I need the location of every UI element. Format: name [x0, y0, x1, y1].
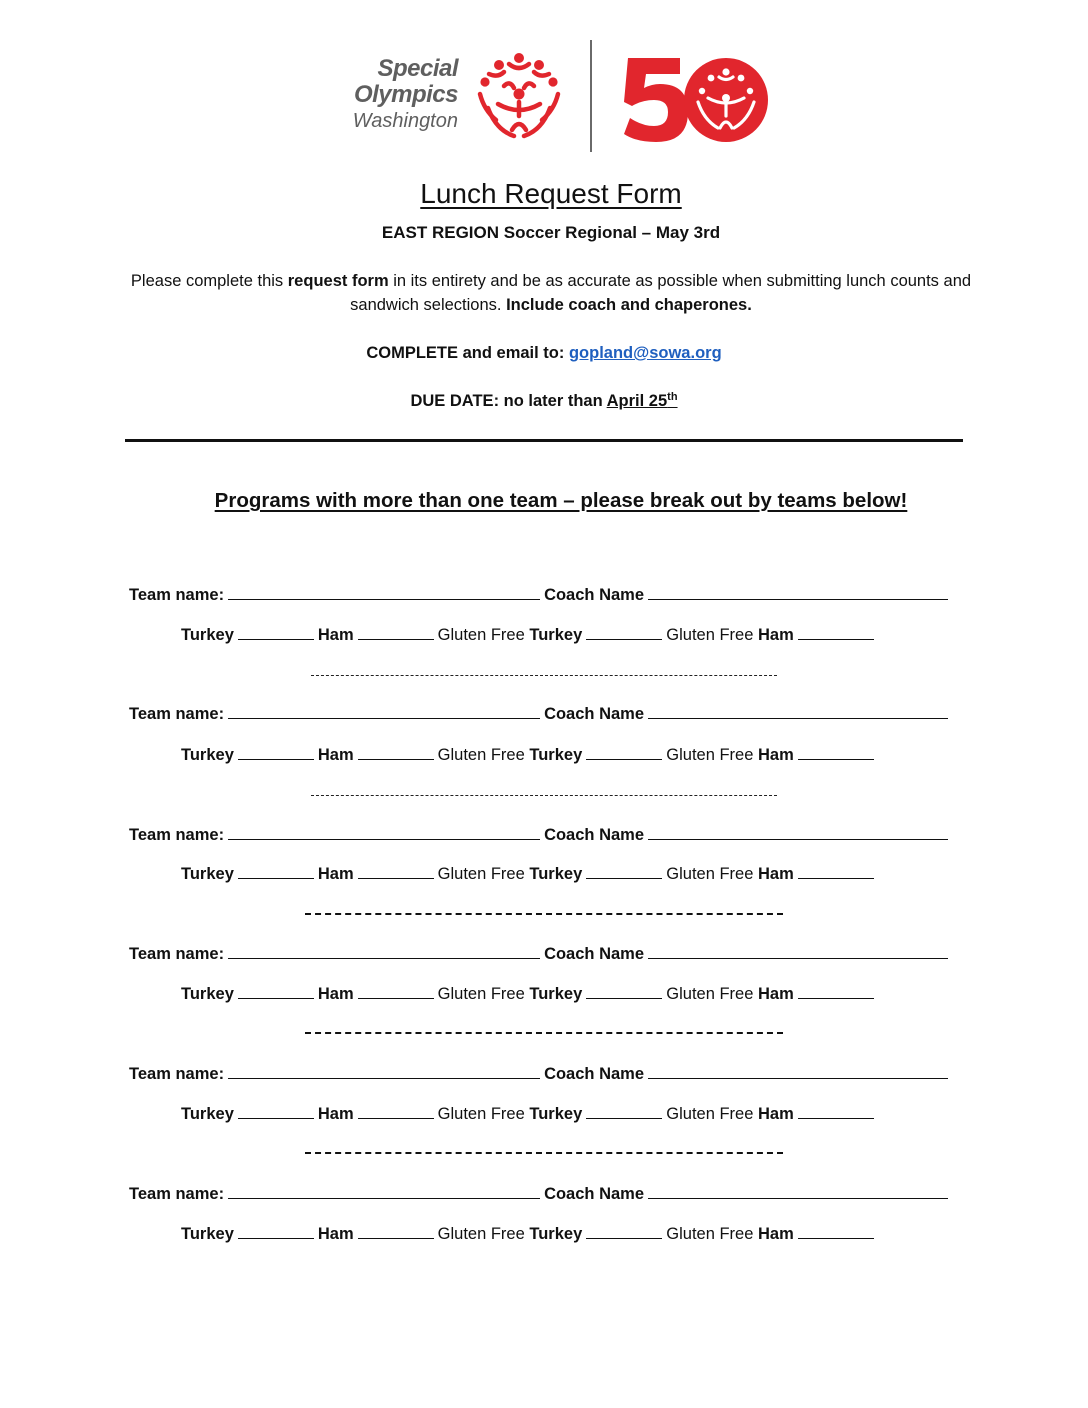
ham-count-field[interactable] — [358, 623, 434, 640]
gf-turkey-label: Turkey — [529, 1225, 583, 1243]
gluten-free-label: Gluten Free — [666, 746, 754, 764]
gf-turkey-count-field[interactable] — [586, 1222, 662, 1239]
gf-ham-count-field[interactable] — [798, 982, 874, 999]
gluten-free-label: Gluten Free — [437, 1225, 525, 1243]
sandwich-row — [181, 982, 941, 1006]
coach-name-label: Coach Name — [544, 705, 645, 723]
turkey-count-field[interactable] — [238, 1222, 314, 1239]
gf-turkey-count-field[interactable] — [586, 623, 662, 640]
ham-label: Ham — [317, 1105, 354, 1123]
sandwich-row — [181, 623, 941, 647]
ham-label: Ham — [317, 1225, 354, 1243]
turkey-count-field[interactable] — [238, 862, 314, 879]
team-row — [129, 583, 963, 607]
ham-label: Ham — [317, 865, 354, 883]
email-link[interactable]: gopland@sowa.org — [568, 344, 722, 362]
sandwich-row — [181, 743, 941, 767]
coach-name-field[interactable] — [648, 1182, 948, 1199]
turkey-count-field[interactable] — [238, 623, 314, 640]
gf-ham-label: Ham — [757, 985, 794, 1003]
form-title-text: Lunch Request Form — [420, 178, 682, 209]
ham-count-field[interactable] — [358, 1102, 434, 1119]
coach-name-field[interactable] — [648, 1062, 948, 1079]
gf-ham-count-field[interactable] — [798, 1222, 874, 1239]
gluten-free-label: Gluten Free — [666, 1105, 754, 1123]
intro-bold-include-coach: Include coach and chaperones. — [506, 296, 752, 314]
team-name-label: Team name: — [129, 1185, 225, 1203]
due-date-value — [607, 392, 678, 410]
gf-ham-label: Ham — [757, 1105, 794, 1123]
ham-count-field[interactable] — [358, 1222, 434, 1239]
ham-count-field[interactable] — [358, 743, 434, 760]
gf-turkey-label: Turkey — [529, 865, 583, 883]
sandwich-row — [181, 862, 941, 886]
coach-name-label: Coach Name — [544, 945, 645, 963]
due-date-suffix: th — [667, 391, 678, 403]
turkey-label: Turkey — [181, 985, 234, 1003]
team-name-field[interactable] — [228, 1182, 540, 1199]
team-name-label: Team name: — [129, 705, 225, 723]
turkey-count-field[interactable] — [238, 743, 314, 760]
gf-ham-count-field[interactable] — [798, 862, 874, 879]
gf-turkey-label: Turkey — [529, 746, 583, 764]
wordmark-line-washington: Washington — [352, 110, 458, 132]
gf-ham-label: Ham — [757, 746, 794, 764]
gluten-free-label: Gluten Free — [437, 865, 525, 883]
coach-name-label: Coach Name — [544, 1185, 645, 1203]
team-name-field[interactable] — [228, 1062, 540, 1079]
team-name-label: Team name: — [129, 945, 225, 963]
intro-text-2: in its entirety and be as accurate as possible when submitting lunch counts and sandwich selections. — [350, 272, 972, 314]
wordmark-line-special: Special — [377, 55, 458, 82]
coach-name-label: Coach Name — [544, 586, 645, 604]
programs-note — [0, 487, 1088, 515]
gluten-free-label: Gluten Free — [666, 626, 754, 644]
team-row — [129, 1182, 963, 1206]
gf-ham-label: Ham — [757, 865, 794, 883]
gf-turkey-label: Turkey — [529, 1105, 583, 1123]
ham-label: Ham — [317, 746, 354, 764]
team-name-label: Team name: — [129, 586, 225, 604]
ham-count-field[interactable] — [358, 982, 434, 999]
turkey-label: Turkey — [181, 1105, 234, 1123]
gluten-free-label: Gluten Free — [666, 985, 754, 1003]
gluten-free-label: Gluten Free — [666, 865, 754, 883]
team-row — [129, 823, 963, 847]
coach-name-field[interactable] — [648, 823, 948, 840]
sandwich-row — [181, 1102, 941, 1126]
ham-label: Ham — [317, 626, 354, 644]
intro-bold-request-form: request form — [287, 272, 389, 290]
ham-label: Ham — [317, 985, 354, 1003]
event-subtitle: EAST REGION Soccer Regional – May 3rd — [381, 223, 721, 242]
gluten-free-label: Gluten Free — [437, 985, 525, 1003]
instructions-paragraph — [130, 269, 972, 317]
coach-name-label: Coach Name — [544, 1065, 645, 1083]
team-name-field[interactable] — [228, 702, 540, 719]
team-row — [129, 702, 963, 726]
coach-name-field[interactable] — [648, 702, 948, 719]
gf-turkey-count-field[interactable] — [586, 1102, 662, 1119]
intro-text-1: Please complete this — [130, 272, 288, 290]
turkey-label: Turkey — [181, 626, 234, 644]
team-name-field[interactable] — [228, 583, 540, 600]
email-separator: : — [558, 344, 569, 362]
turkey-label: Turkey — [181, 746, 234, 764]
turkey-label: Turkey — [181, 865, 234, 883]
team-name-label: Team name: — [129, 826, 225, 844]
sandwich-row — [181, 1222, 941, 1246]
coach-name-label: Coach Name — [544, 826, 645, 844]
fifty-anniversary-logo-icon — [618, 50, 768, 146]
coach-name-field[interactable] — [648, 942, 948, 959]
gf-turkey-label: Turkey — [529, 985, 583, 1003]
turkey-label: Turkey — [181, 1225, 234, 1243]
ham-count-field[interactable] — [358, 862, 434, 879]
special-olympics-wordmark — [318, 56, 458, 134]
email-label: COMPLETE and email to — [366, 344, 559, 362]
dashed-separator — [0, 675, 1088, 677]
special-olympics-emblem-icon — [474, 50, 564, 140]
gf-turkey-label: Turkey — [529, 626, 583, 644]
section-divider — [125, 439, 963, 442]
team-name-field[interactable] — [228, 942, 540, 959]
dashed-separator — [0, 1152, 1088, 1154]
dashed-separator — [0, 1032, 1088, 1034]
gf-ham-count-field[interactable] — [798, 623, 874, 640]
team-row — [129, 1062, 963, 1086]
programs-note-text: Programs with more than one team – please break out by teams below! — [214, 489, 908, 512]
gluten-free-label: Gluten Free — [437, 626, 525, 644]
coach-name-field[interactable] — [648, 583, 948, 600]
email-instruction — [0, 341, 1088, 365]
gf-ham-label: Ham — [757, 626, 794, 644]
turkey-count-field[interactable] — [238, 1102, 314, 1119]
wordmark-line-olympics: Olympics — [353, 81, 458, 108]
gf-ham-label: Ham — [757, 1225, 794, 1243]
gf-ham-count-field[interactable] — [798, 1102, 874, 1119]
gluten-free-label: Gluten Free — [437, 746, 525, 764]
gluten-free-label: Gluten Free — [666, 1225, 754, 1243]
gf-turkey-count-field[interactable] — [586, 982, 662, 999]
due-label: DUE DATE: no later than — [410, 392, 607, 410]
due-date-text: April 25 — [606, 392, 668, 410]
dashed-separator — [0, 913, 1088, 915]
team-name-field[interactable] — [228, 823, 540, 840]
page-title — [0, 176, 1088, 212]
due-date-line — [0, 389, 1088, 413]
header-logo — [318, 40, 768, 152]
team-row — [129, 942, 963, 966]
gf-ham-count-field[interactable] — [798, 743, 874, 760]
gf-turkey-count-field[interactable] — [586, 743, 662, 760]
gf-turkey-count-field[interactable] — [586, 862, 662, 879]
gluten-free-label: Gluten Free — [437, 1105, 525, 1123]
dashed-separator — [0, 795, 1088, 797]
logo-divider — [590, 40, 592, 152]
team-name-label: Team name: — [129, 1065, 225, 1083]
turkey-count-field[interactable] — [238, 982, 314, 999]
